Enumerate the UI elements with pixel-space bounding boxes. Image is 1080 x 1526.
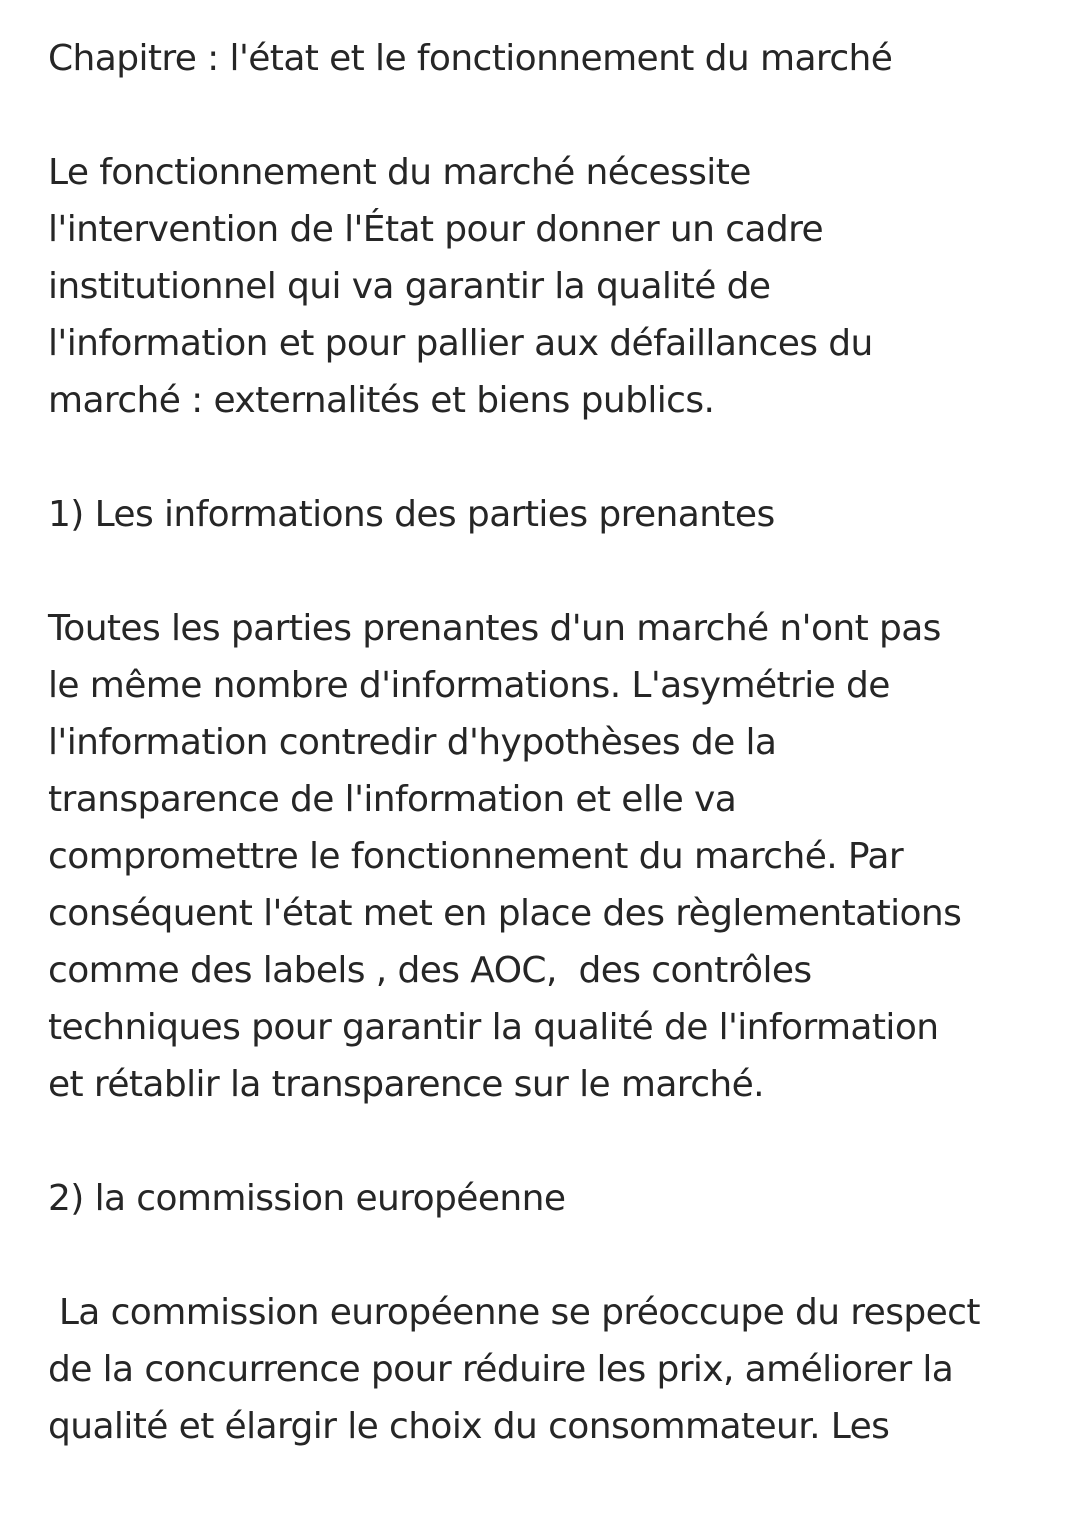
paragraph-line: de la concurrence pour réduire les prix, améliorer la <box>48 1349 954 1390</box>
chapter-title: Chapitre : l'état et le fonctionnement du marché <box>48 38 893 79</box>
paragraph-line: compromettre le fonctionnement du marché. Par <box>48 836 904 877</box>
paragraph-line: Toutes les parties prenantes d'un marché n'ont pas <box>48 608 941 649</box>
paragraph-line: marché : externalités et biens publics. <box>48 380 715 421</box>
section-heading: 2) la commission européenne <box>48 1178 566 1219</box>
paragraph-line: le même nombre d'informations. L'asymétrie de <box>48 665 890 706</box>
paragraph-line: et rétablir la transparence sur le marché. <box>48 1064 765 1105</box>
spacer <box>48 429 1058 486</box>
paragraph-line: l'information contredir d'hypothèses de la <box>48 722 777 763</box>
paragraph-line: l'information et pour pallier aux défaillances du <box>48 323 873 364</box>
paragraph-line: conséquent l'état met en place des règlementations <box>48 893 962 934</box>
section-2-paragraph <box>48 1284 1058 1455</box>
spacer <box>48 1227 1058 1284</box>
paragraph-line: qualité et élargir le choix du consommateur. Les <box>48 1406 890 1447</box>
paragraph-line: institutionnel qui va garantir la qualité de <box>48 266 771 307</box>
spacer <box>48 543 1058 600</box>
paragraph-line: techniques pour garantir la qualité de l'information <box>48 1007 939 1048</box>
section-heading: 1) Les informations des parties prenantes <box>48 494 775 535</box>
paragraph-line: La commission européenne se préoccupe du respect <box>48 1292 980 1333</box>
paragraph-line: l'intervention de l'État pour donner un cadre <box>48 209 824 250</box>
spacer <box>48 87 1058 144</box>
intro-paragraph <box>48 144 1058 429</box>
paragraph-line: transparence de l'information et elle va <box>48 779 737 820</box>
spacer <box>48 1113 1058 1170</box>
section-1-paragraph <box>48 600 1058 1113</box>
paragraph-line: comme des labels , des AOC, des contrôles <box>48 950 812 991</box>
document-body <box>48 30 1058 1455</box>
paragraph-line: Le fonctionnement du marché nécessite <box>48 152 751 193</box>
